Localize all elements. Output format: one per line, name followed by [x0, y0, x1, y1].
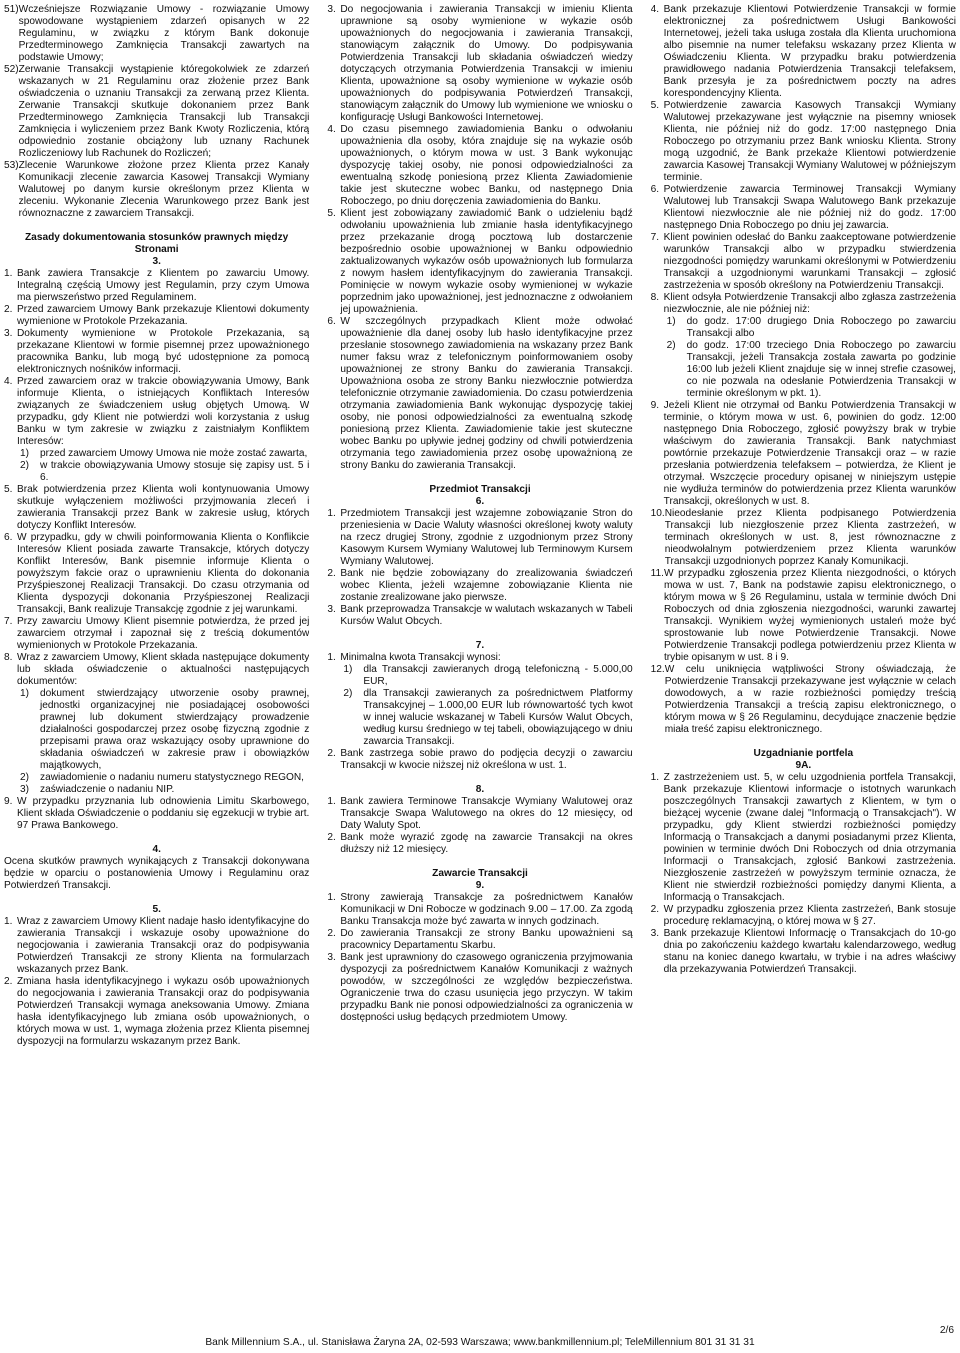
- item-number: 8.: [650, 292, 660, 303]
- item-text: W celu uniknięcia wątpliwości Strony oświadczają, że Potwierdzenie Transakcji przekazywane jest wyłącznie w celach dowodowych, a w razie rozbieżności pomiędzy treścią Potwierdzenia Transakcji a treścią zapisu elektronicznego, o którym mowa w § 26 Regulaminu, decydujące znaczenie będzie miała treść zapisu elektronicznego.: [664, 664, 956, 735]
- item-number: 1): [20, 448, 30, 459]
- spacer: [4, 832, 309, 844]
- numbered-item: [327, 4, 632, 124]
- numbered-item: [327, 652, 632, 664]
- section-number: 9A.: [795, 760, 812, 771]
- item-number: 52): [4, 64, 19, 75]
- numbered-item: [4, 916, 309, 976]
- section-number: 6.: [475, 496, 485, 507]
- sub-list-item: [20, 460, 309, 484]
- column-middle: [327, 4, 632, 1322]
- item-number: 7.: [4, 616, 13, 627]
- item-text: Bank jest uprawniony do czasowego ograniczenia przyjmowania dyspozycji za pośrednictwem Kanałów Komunikacji z ważnych powodów, w szczególności ze względów bezpieczeństwa. Ograniczenie trwa do czasu usunięcia jego przyczyn. W takim przypadku Bank nie ponosi odpowiedzialności za ograniczenia w dostępności usług będących przedmiotem Umowy.: [340, 952, 633, 1023]
- numbered-item: [327, 316, 632, 472]
- item-number: 2.: [327, 928, 336, 939]
- numbered-item: [651, 292, 956, 316]
- sub-list-item: [343, 664, 632, 688]
- numbered-item: [4, 64, 309, 160]
- numbered-item: [4, 160, 309, 220]
- spacer: [327, 856, 632, 868]
- item-text: Potwierdzenie zawarcia Kasowych Transakcji Wymiany Walutowej przekazywane jest wyłącznie na pisemny wniosek Klienta, nie później niż do godz. 17:00 następnego Dnia Roboczego po otrzymaniu przez Bank wniosku Klienta. Strony mogą uzgodnić, że Bank przekaże Klientowi potwierdzenie zawarcia Kasowej Transakcji Wymiany Walutowej w późniejszym terminie.: [663, 100, 956, 183]
- item-text: Bank nie będzie zobowiązany do zrealizowania świadczeń wobec Klienta, jeżeli wzajemne zobowiązanie Klienta nie zostanie zrealizowane jako pierwsze.: [340, 568, 633, 603]
- item-text: dla Transakcji zawieranych za pośrednictwem Platformy Transakcyjnej – 1.000,00 EUR lub równowartość tych kwot w innej walucie wskazanej w Tabeli Kursów Walut Obcych, według kursu średniego w tej tabeli, obowiązującego w dniu zawarcia Transakcji.: [363, 688, 633, 747]
- item-number: 2.: [650, 904, 660, 915]
- item-text: Bank zastrzega sobie prawo do podjęcia decyzji o zawarciu Transakcji w kwocie niższej niż określona w ust. 1.: [340, 748, 633, 771]
- item-text: do godz. 17:00 drugiego Dnia Roboczego po zawarciu Transakcji albo: [686, 316, 956, 339]
- numbered-item: [327, 796, 632, 832]
- item-number: 4.: [327, 124, 336, 135]
- numbered-item: [651, 772, 956, 904]
- item-number: 1.: [327, 652, 336, 663]
- item-number: 53): [4, 160, 19, 171]
- numbered-item: [651, 4, 956, 100]
- column-left: [4, 4, 309, 1322]
- item-number: 1.: [650, 772, 660, 783]
- item-text: Do negocjowania i zawierania Transakcji w imieniu Klienta uprawnione są osoby wymienione w wykazie osób upoważnionych do negocjowania i zawierania Transakcji, stanowiącym załącznik do Umowy. Do podpisywania Potwierdzenia Transakcji lub składania oświadczeń wiedzy dotyczących otrzymania Potwierdzenia Transakcji w imieniu Klienta, upoważnione są osoby wymienione w wykazie osób upoważnionych do podpisywania Potwierdzeń Transakcji, stanowiącym załącznik do Umowy lub wymienione we wniosku o konfigurację Usługi Bankowości Internetowej.: [340, 4, 633, 123]
- item-text: Minimalna kwota Transakcji wynosi:: [340, 652, 501, 663]
- item-text: Strony zawierają Transakcje za pośrednictwem Kanałów Komunikacji w Dni Robocze w godzinach 9.00 – 17.00. Za zgodą Banku Transakcja może być zawarta w innych godzinach.: [340, 892, 633, 927]
- item-text: Zerwanie Transakcji wystąpienie któregokolwiek ze zdarzeń wskazanych w 21 Regulaminu oraz złożenie przez Bank oświadczenia o uznaniu Transakcji za zerwaną przez Klienta. Zerwanie Transakcji skutkuje dokonaniem przez Bank Przedterminowego Zamknięcia Transakcji lub Transakcji Zamknięcia i wyliczeniem przez Bank Kwoty Rozliczenia, którą odpowiednio zostanie obciążony lub uznany Rachunek Rozliczeniowy lub Rachunek do Rozliczeń;: [18, 64, 310, 159]
- numbered-item: [4, 304, 309, 328]
- sub-list-item: [667, 316, 956, 340]
- sub-list-item: [20, 784, 309, 796]
- item-text: Zlecenie Warunkowe złożone przez Klienta przez Kanały Komunikacji zlecenie zawarcia Kasowej Transakcji Wymiany Walutowej po danym kursie określonym przez Klienta w zleceniu. Wykonanie Zlecenia Warunkowego przez Bank jest równoznaczne z zawarciem Transakcji.: [18, 160, 310, 219]
- item-text: W szczególnych przypadkach Klient może odwołać upoważnienie dla danej osoby lub hasło identyfikacyjne przez przesłanie stosownego zawiadomienia na wskazany przez Bank numer faksu wraz z telefonicznym poinformowaniem osoby upoważnionej ze strony Banku do zawierania Transakcji. Upoważniona osoba ze strony Banku niezwłocznie potwierdza telefonicznie otrzymanie zawiadomienia. Do czasu potwierdzenia otrzymania zawiadomienia Bank wykonując dyspozycję takiej osoby, nie ponosi odpowiedzialności za ewentualną szkodę poniesioną przez Klienta. Zawiadomienie takie jest skuteczne wobec Banku po upływie jednej godziny od chwili potwierdzenia otrzymania tego zawiadomienia przez osobę upoważnioną ze strony Banku do zawierania Transakcji.: [340, 316, 633, 471]
- item-text: dla Transakcji zawieranych drogą telefoniczną - 5.000,00 EUR,: [363, 664, 633, 687]
- section-number: 8.: [475, 784, 485, 795]
- item-number: 3.: [4, 328, 13, 339]
- item-number: 10.: [650, 508, 665, 519]
- item-number: 2.: [4, 304, 13, 315]
- item-text: Przy zawarciu Umowy Klient pisemnie potwierdza, że przed jej zawarciem otrzymał i zapoznał się z treścią dokumentów wymienionych w Protokole Przekazania.: [17, 616, 310, 651]
- sub-list-item: [343, 688, 632, 748]
- section-heading: Zawarcie Transakcji: [432, 868, 528, 879]
- section-number: 5.: [152, 904, 161, 915]
- item-number: 3.: [327, 4, 336, 15]
- spacer: [651, 736, 956, 748]
- item-number: 2.: [327, 832, 336, 843]
- item-number: 12.: [650, 664, 665, 675]
- item-number: 2.: [327, 748, 336, 759]
- item-text: W przypadku zgłoszenia przez Klienta zastrzeżeń, Bank stosuje procedurę reklamacyjną, o której mowa w § 27.: [663, 904, 956, 927]
- item-text: Klient odsyła Potwierdzenie Transakcji albo zgłasza zastrzeżenia niezwłocznie, ale nie później niż:: [663, 292, 956, 315]
- item-number: 1.: [327, 796, 336, 807]
- paragraph: Ocena skutków prawnych wynikających z Transakcji dokonywana będzie w oparciu o postanowienia Umowy i Regulaminu oraz Potwierdzeń Transakcji.: [4, 856, 310, 891]
- item-text: w trakcie obowiązywania Umowy stosuje się zapisy ust. 5 i 6.: [40, 460, 310, 483]
- numbered-item: [651, 400, 956, 508]
- item-text: zaświadczenie o nadaniu NIP.: [40, 784, 175, 795]
- page-number: 2/6: [939, 1325, 954, 1336]
- item-number: 2): [343, 688, 353, 699]
- numbered-item: [327, 604, 632, 628]
- sub-list-item: [667, 340, 956, 400]
- numbered-item: [651, 100, 956, 184]
- item-text: do godz. 17:00 trzeciego Dnia Roboczego po zawarciu Transakcji, jeżeli Transakcja została zawarta po godzinie 16:00 lub jeżeli Klient znajduje się w innej strefie czasowej, co nie pozwala na odesłanie Potwierdzenia Transakcji w terminie określonym w pkt. 1).: [686, 340, 956, 399]
- item-number: 6.: [4, 532, 13, 543]
- spacer: [327, 472, 632, 484]
- page-footer: Bank Millennium S.A., ul. Stanisława Żaryna 2A, 02-593 Warszawa; www.bankmillennium.pl; TeleMillennium 801 31 31 31: [205, 1337, 755, 1348]
- item-text: Bank zawiera Transakcje z Klientem po zawarciu Umowy. Integralną częścią Umowy jest Regulamin, przy czym Umowa ma pierwszeństwo przed Regulaminem.: [17, 268, 310, 303]
- section-number: 7.: [475, 640, 485, 651]
- numbered-item: [327, 124, 632, 208]
- numbered-item: [651, 664, 956, 736]
- spacer: [327, 628, 632, 640]
- item-number: 7.: [650, 232, 660, 243]
- item-text: Wcześniejsze Rozwiązanie Umowy - rozwiązanie Umowy spowodowane wystąpieniem zdarzeń opisanych w 22 Regulaminu, w związku z którym Bank dokonuje Przedterminowego Zamknięcia Transakcji zawartych na podstawie Umowy;: [18, 4, 310, 63]
- item-text: Potwierdzenie zawarcia Terminowej Transakcji Wymiany Walutowej lub Transakcji Swapa Walutowego Bank przekazuje Klientowi niezwłocznie ale nie później niż do godz. 17:00 następnego Dnia Roboczego po dniu jej zawarcia.: [663, 184, 956, 231]
- column-right: [651, 4, 956, 1322]
- item-number: 51): [4, 4, 19, 15]
- item-number: 4.: [650, 4, 660, 15]
- item-number: 1): [343, 664, 353, 675]
- item-text: Klient jest zobowiązany zawiadomić Bank o udzieleniu bądź odwołaniu upoważnienia lub zmianie hasła identyfikacyjnego przez przekazanie drogą pocztową lub dostarczenie bezpośrednio osobie upoważnionej w Banku odpowiednio zaktualizowanych wykazów osób upoważnionych lub formularza z nowym hasłem identyfikacyjnym do zawierania Transakcji. Pominięcie w nowym wykazie osoby wymienionej w wykazie poprzednim jako upoważnionej, jest jednoznaczne z odwołaniem jej upoważnienia.: [340, 208, 633, 315]
- numbered-item: [327, 832, 632, 856]
- item-text: Wraz z zawarciem Umowy, Klient składa następujące dokumenty lub składa oświadczenie o aktualności następujących dokumentów:: [17, 652, 310, 687]
- numbered-item: [327, 748, 632, 772]
- item-text: W przypadku, gdy w chwili poinformowania Klienta o Konflikcie Interesów Klient posiada zawarte Transakcje, których dotyczy Konflikt Interesów, Bank pisemnie informuje Klienta o powyższym fakcie oraz o uprawnieniu Klienta do dokonania Przyśpieszonej Realizacji Transakcji. Do czasu otrzymania od Klienta dyspozycji dokonania Przyśpieszonej Realizacji Transakcji, Bank realizuje Transakcję zgodnie z jej warunkami.: [17, 532, 310, 615]
- section-heading: Przedmiot Transakcji: [429, 484, 531, 495]
- item-number: 2): [20, 460, 30, 471]
- item-number: 3.: [650, 928, 660, 939]
- item-number: 2): [20, 772, 30, 783]
- numbered-item: [327, 568, 632, 604]
- section-number: 9.: [475, 880, 485, 891]
- numbered-item: [651, 928, 956, 976]
- item-number: 5.: [327, 208, 336, 219]
- item-text: Bank przekazuje Klientowi Informację o Transakcjach do 10-go dnia po zakończeniu każdego kwartału kalendarzowego, według stanu na koniec danego kwartału, w trybie i na adres właściwy dla przekazywania Potwierdzeń Transakcji.: [663, 928, 956, 975]
- numbered-item: [4, 268, 309, 304]
- text-columns: [4, 4, 956, 1322]
- spacer: [4, 892, 309, 904]
- item-text: zawiadomienie o nadaniu numeru statystycznego REGON,: [40, 772, 304, 783]
- item-number: 9.: [4, 796, 13, 807]
- item-number: 2): [666, 340, 676, 351]
- sub-list-item: [20, 688, 309, 772]
- section-number: 4.: [152, 844, 161, 855]
- item-number: 1.: [4, 268, 13, 279]
- item-number: 1.: [327, 892, 336, 903]
- numbered-item: [327, 208, 632, 316]
- item-number: 5.: [4, 484, 13, 495]
- numbered-item: [4, 4, 309, 64]
- item-number: 1.: [4, 916, 13, 927]
- item-text: Bank zawiera Terminowe Transakcje Wymiany Walutowej oraz Transakcje Swapa Walutowego na okres do 12 miesięcy, od Daty Waluty Spot.: [340, 796, 633, 831]
- item-number: 1): [20, 688, 30, 699]
- numbered-item: [4, 616, 309, 652]
- item-text: przed zawarciem Umowy Umowa nie może zostać zawarta,: [40, 448, 308, 459]
- item-number: 1.: [327, 508, 336, 519]
- item-text: Bank może wyrazić zgodę na zawarcie Transakcji na okres dłuższy niż 12 miesięcy.: [340, 832, 633, 855]
- item-number: 5.: [650, 100, 660, 111]
- item-text: Do czasu pisemnego zawiadomienia Banku o odwołaniu upoważnienia dla osoby, która znajduje się na wykazie osób upoważnionych, o którym mowa w ust. 3 Bank wykonując dyspozycję takiej osoby, nie ponosi odpowiedzialności za ewentualną szkodę poniesioną przez Klienta Zawiadomienie takie jest skuteczne wobec Banku, od następnego Dnia Roboczego, po dniu doręczenia zawiadomienia do Banku.: [340, 124, 633, 207]
- sub-list-item: [20, 448, 309, 460]
- item-text: dokument stwierdzający utworzenie osoby prawnej, jednostki organizacyjnej nie posiadającej osobowości prawnej lub dokument stwierdzający prowadzenie działalności gospodarczej przez osobę fizyczną zgodnie z przepisami prawa oraz wskazujący osoby uprawnione do składania oświadczeń w zakresie praw i obowiązków majątkowych,: [40, 688, 310, 771]
- item-number: 6.: [327, 316, 336, 327]
- item-text: Dokumenty wymienione w Protokole Przekazania, są przekazane Klientowi w formie pisemnej przez upoważnionego pracownika Banku, lub mogą być udostępnione za pomocą elektronicznych nośników informacji.: [17, 328, 310, 375]
- numbered-item: [327, 928, 632, 952]
- item-text: Przed zawarciem Umowy Bank przekazuje Klientowi dokumenty wymienione w Protokole Przekazania.: [17, 304, 310, 327]
- numbered-item: [651, 232, 956, 292]
- numbered-item: [4, 796, 309, 832]
- numbered-item: [651, 904, 956, 928]
- numbered-item: [327, 508, 632, 568]
- numbered-item: [4, 532, 309, 616]
- item-text: Klient powinien odesłać do Banku zaakceptowane potwierdzenie warunków Transakcji albo w przypadku stwierdzenia niezgodności pomiędzy warunkami określonymi w Potwierdzeniu Transakcji a uzgodnionymi warunkami Transakcji – zgłosić zastrzeżenia w sposób określony na Potwierdzeniu Transakcji.: [663, 232, 956, 291]
- item-text: Przedmiotem Transakcji jest wzajemne zobowiązanie Stron do przeniesienia w Dacie Waluty własności określonej kwoty waluty na rzecz drugiej Strony, zgodnie z uzgodnionym przez Strony Kasowym Kursem Wymiany Walutowej lub Terminowym Kursem Wymiany Walutowej.: [340, 508, 633, 567]
- numbered-item: [327, 952, 632, 1024]
- item-text: Nieodesłanie przez Klienta podpisanego Potwierdzenia Transakcji lub niezgłoszenie przez Klienta zastrzeżeń, w terminach określonych w ust. 8, jest równoznaczne z nieodwołalnym potwierdzeniem przez Klienta warunków Transakcji uzgodnionych poprzez Kanały Komunikacji.: [664, 508, 956, 567]
- item-text: Do zawierania Transakcji ze strony Banku upoważnieni są pracownicy Departamentu Skarbu.: [340, 928, 633, 951]
- item-number: 2.: [4, 976, 13, 987]
- item-number: 3.: [327, 952, 336, 963]
- item-number: 2.: [327, 568, 336, 579]
- section-number: 3.: [152, 256, 161, 267]
- item-text: Brak potwierdzenia przez Klienta woli kontynuowania Umowy skutkuje wyłączeniem możliwości przyjmowania zleceń i zawierania Transakcji przez Bank w zakresie usług, których dotyczy Konflikt Interesów.: [17, 484, 310, 531]
- numbered-item: [327, 892, 632, 928]
- numbered-item: [4, 484, 309, 532]
- numbered-item: [651, 568, 956, 664]
- sub-list-item: [20, 772, 309, 784]
- item-number: 1): [666, 316, 676, 327]
- item-text: W przypadku przyznania lub odnowienia Limitu Skarbowego, Klient składa Oświadczenie o poddaniu się egzekucji w trybie art. 97 Prawa Bankowego.: [17, 796, 310, 831]
- item-text: Zmiana hasła identyfikacyjnego i wykazu osób upoważnionych do negocjowania i zawierania Transakcji oraz do podpisywania Potwierdzeń Transakcji wymaga aneksowania Umowy. Zmiana hasła identyfikacyjnego lub zmiana osób upoważnionych, o których mowa w ust. 1, wymaga złożenia przez Klienta pisemnej dyspozycji na formularzu wskazanym przez Bank.: [17, 976, 310, 1047]
- numbered-item: [651, 184, 956, 232]
- item-number: 3): [20, 784, 30, 795]
- item-number: 4.: [4, 376, 13, 387]
- numbered-item: [4, 652, 309, 688]
- spacer: [4, 220, 309, 232]
- item-text: W przypadku zgłoszenia przez Klienta niezgodności, o których mowa w ust. 7, Bank na podstawie zapisu elektronicznego, o którym mowa w § 26 Regulaminu, ustala w terminie dwóch Dni Roboczych od dnia zgłoszenia niezgodności, warunki zawartej Transakcji. Wynikiem wyżej wymienionych ustaleń może być sprostowanie lub nowe Potwierdzenie Transakcji. Nowe Potwierdzenie Transakcji podlega potwierdzeniu przez Klienta w trybie opisanym w ust. 8 i 9.: [663, 568, 956, 663]
- item-text: Jeżeli Klient nie otrzymał od Banku Potwierdzenia Transakcji w terminie, o którym mowa w ust. 6, powinien do godz. 12:00 następnego Dnia Roboczego, zgłosić powyższy brak w trybie właściwym do zawierania Transakcji. Bank natychmiast powtórnie przekazuje Potwierdzenie Transakcji oraz – w razie przesłania potwierdzenia telefaksem – potwierdza, że Klient je otrzymał. Wszczęcie procedury opisanej w niniejszym ustępie nie wydłuża terminów do potwierdzenia przez Klienta warunków Transakcji, określonych w ust. 8.: [663, 400, 956, 507]
- spacer: [327, 772, 632, 784]
- numbered-item: [4, 976, 309, 1048]
- item-number: 11.: [650, 568, 664, 579]
- numbered-item: [651, 508, 956, 568]
- item-text: Bank przekazuje Klientowi Potwierdzenie Transakcji w formie elektronicznej za pośrednictwem Usługi Bankowości Internetowej, jeżeli taka usługa została dla Klienta uruchomiona albo pisemnie na numer telefaksu wskazany przez Klienta w Oświadczeniu Klienta. W przypadku braku potwierdzenia prawidłowego nadania Potwierdzenia Transakcji telefaksem, Bank przesyła je za pośrednictwem poczty na adres korespondencyjny Klienta.: [663, 4, 956, 99]
- item-text: Bank przeprowadza Transakcje w walutach wskazanych w Tabeli Kursów Walut Obcych.: [340, 604, 633, 627]
- item-number: 9.: [650, 400, 660, 411]
- numbered-item: [4, 328, 309, 376]
- section-heading: Uzgadnianie portfela: [753, 748, 854, 759]
- item-text: Wraz z zawarciem Umowy Klient nadaje hasło identyfikacyjne do zawierania Transakcji i wskazuje osoby upoważnione do negocjowania i zawierania Transakcji oraz do podpisywania Potwierdzeń Transakcji ze strony Klienta na formularzach wskazanych przez Bank.: [17, 916, 310, 975]
- item-number: 6.: [650, 184, 660, 195]
- item-text: Przed zawarciem oraz w trakcie obowiązywania Umowy, Bank informuje Klienta, o istniejących Konfliktach Interesów związanych ze świadczeniem usług objętych Umową. W przypadku, gdy Klient nie potwierdzi woli korzystania z usług Banku w tym zakresie w związku z zaistniałym Konfliktem Interesów:: [17, 376, 310, 447]
- numbered-item: [4, 376, 309, 448]
- section-heading: Zasady dokumentowania stosunków prawnych między Stronami: [25, 232, 289, 255]
- item-number: 8.: [4, 652, 13, 663]
- item-text: Z zastrzeżeniem ust. 5, w celu uzgodnienia portfela Transakcji, Bank przekazuje Klientowi informacje o istotnych warunkach poszczególnych Transakcji zawartych z Klientem, w tym o bieżącej wycenie (zwane dalej "Informacją o Transakcjach"). W przypadku, gdy Klient stwierdzi rozbieżności pomiędzy Informacją o Transakcjach a danymi posiadanymi przez Klienta, powinien w terminie dwóch Dni Roboczych od dnia otrzymania Informacji o Transakcjach, zgłosić Bankowi zastrzeżenia. Niezgłoszenie zastrzeżeń w powyższym terminie oznacza, że Klient nie stwierdził rozbieżności pomiędzy danymi Klienta, a Informacją o Transakcjach.: [663, 772, 956, 903]
- item-number: 3.: [327, 604, 336, 615]
